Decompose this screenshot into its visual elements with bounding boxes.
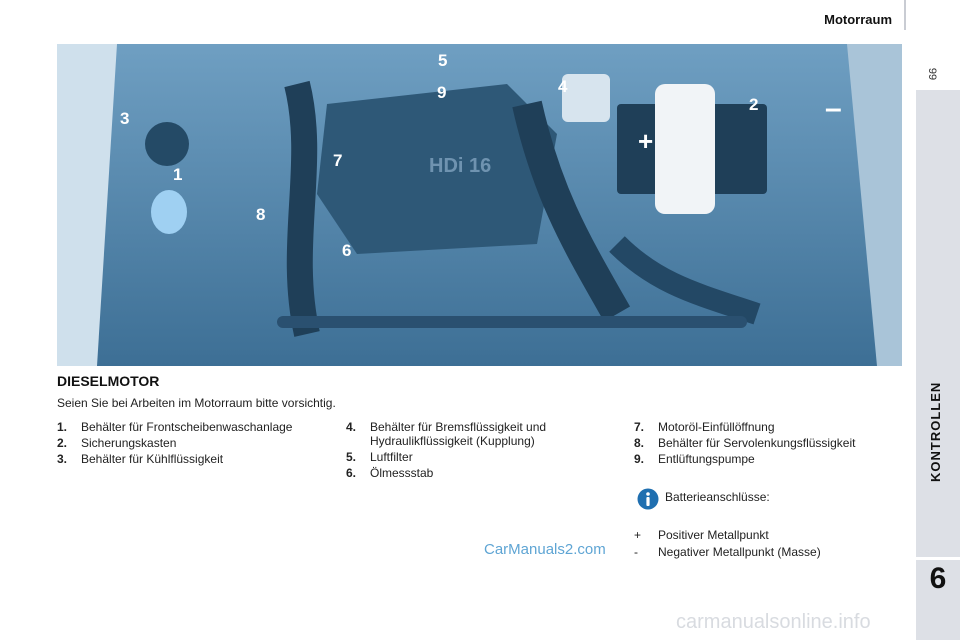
page-number: 99 (926, 67, 938, 81)
callout-4: 4 (558, 77, 568, 96)
battery-minus-sign: – (825, 92, 842, 125)
callout-1: 1 (173, 165, 183, 184)
header-divider (904, 0, 906, 30)
list-item-text: Behälter für Bremsflüssigkeit und Hydraulikflüssigkeit (Kupplung) (370, 420, 547, 448)
list-item (634, 452, 874, 466)
fuse-box (655, 84, 715, 214)
list-item-text: Negativer Metallpunkt (Masse) (658, 545, 821, 559)
list-item (634, 545, 894, 559)
list-item-text: Luftfilter (370, 450, 413, 464)
list-item-number: 8. (634, 436, 645, 450)
list-item-text: Sicherungskasten (81, 436, 177, 450)
callout-3: 3 (120, 109, 130, 128)
list-item (634, 436, 874, 450)
list-item-symbol: - (634, 545, 638, 559)
list-item-number: 9. (634, 452, 645, 466)
engine-badge: HDi 16 (429, 155, 492, 177)
component-list-col2 (346, 420, 608, 482)
section-title: DIESELMOTOR (57, 373, 160, 389)
list-item-symbol: + (634, 528, 642, 542)
coolant-cap (145, 122, 189, 166)
info-icon (637, 488, 659, 510)
washer-reservoir (151, 190, 187, 234)
list-item-text: Ölmessstab (370, 466, 434, 480)
header-title: Motorraum (824, 12, 892, 27)
callout-8: 8 (256, 205, 266, 224)
battery-connections-list (634, 528, 894, 562)
engine-bay-illustration (57, 44, 902, 366)
callout-6: 6 (342, 241, 352, 260)
list-item (57, 436, 297, 450)
brake-reservoir (562, 74, 610, 122)
list-item (634, 528, 894, 542)
watermark-secondary: carmanualsonline.info (676, 611, 871, 633)
list-item-number: 2. (57, 436, 68, 450)
list-item (57, 420, 297, 434)
callout-5: 5 (438, 51, 448, 70)
list-item-number: 6. (346, 466, 357, 480)
list-item (346, 450, 608, 464)
list-item-number: 3. (57, 452, 68, 466)
watermark-primary: CarManuals2.com (484, 541, 606, 558)
list-item-number: 1. (57, 420, 68, 434)
chapter-number: 6 (929, 562, 947, 595)
component-list-col3 (634, 420, 874, 468)
battery-plus-sign: + (638, 126, 654, 156)
list-item-number: 4. (346, 420, 357, 434)
sidebar-chapter-label (928, 438, 948, 482)
list-item (346, 466, 608, 480)
callout-9: 9 (437, 83, 447, 102)
lower-rail (277, 316, 747, 328)
list-item (57, 452, 297, 466)
list-item-text: Entlüftungspumpe (658, 452, 755, 466)
list-item-text: Behälter für Kühlflüssigkeit (81, 452, 224, 466)
info-label: Batterieanschlüsse: (665, 490, 770, 504)
callout-7: 7 (333, 151, 343, 170)
list-item-text: Motoröl-Einfüllöffnung (658, 420, 775, 434)
engine-bay-figure (57, 44, 902, 366)
callout-2: 2 (749, 95, 759, 114)
list-item-text: Behälter für Servolenkungsflüssigkeit (658, 436, 856, 450)
list-item (346, 420, 608, 448)
list-item-text: Behälter für Frontscheibenwaschanlage (81, 420, 293, 434)
list-item-text: Positiver Metallpunkt (658, 528, 769, 542)
component-list-col1 (57, 420, 297, 468)
list-item-number: 7. (634, 420, 645, 434)
left-hose (297, 84, 307, 334)
list-item-number: 5. (346, 450, 357, 464)
list-item (634, 420, 874, 434)
section-intro: Seien Sie bei Arbeiten im Motorraum bitte vorsichtig. (57, 396, 336, 410)
